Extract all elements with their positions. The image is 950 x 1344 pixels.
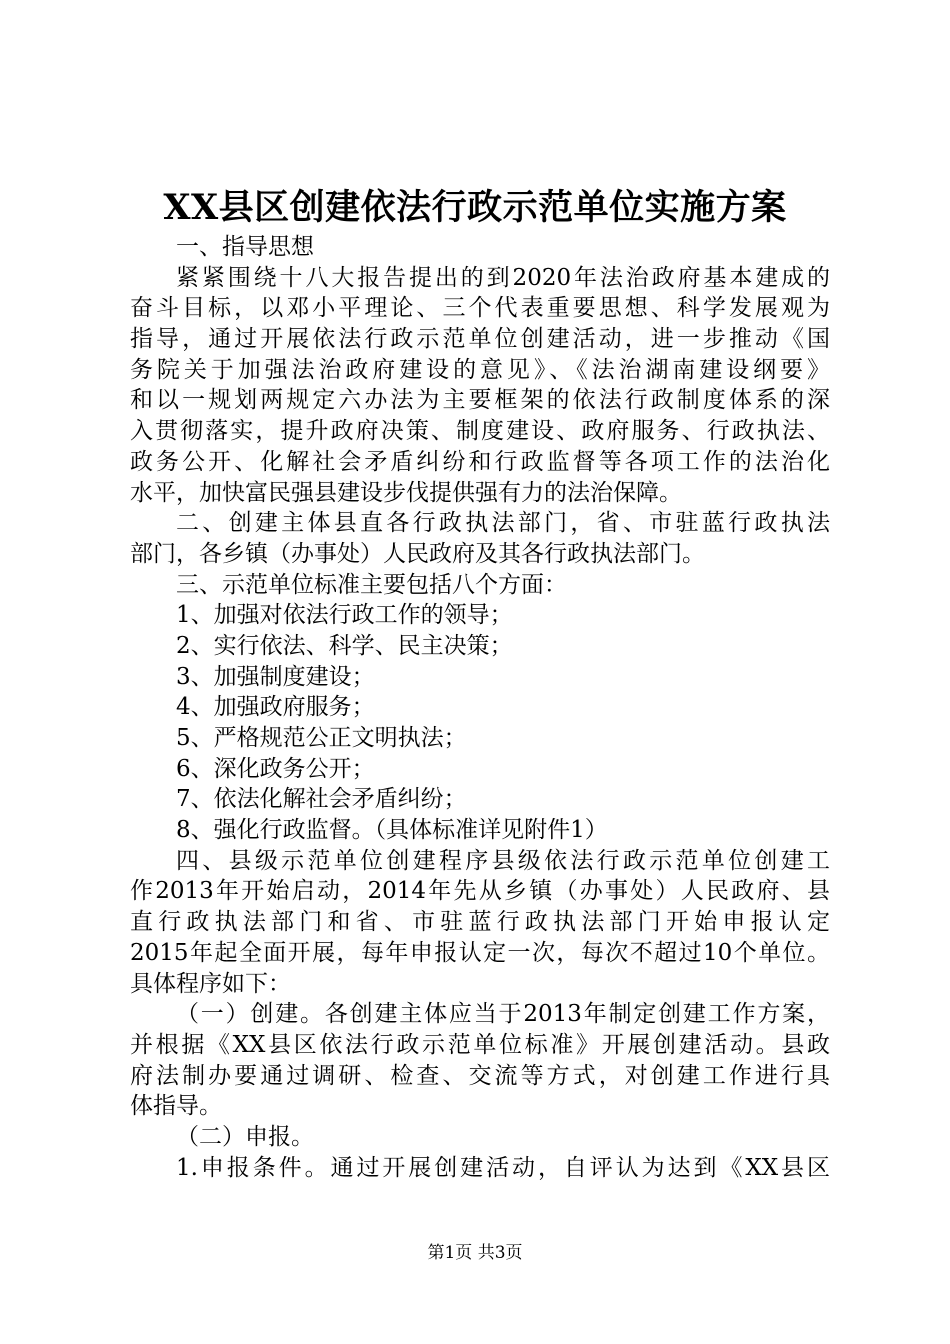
document-body [130, 232, 830, 1183]
text-line: 部门，各乡镇（办事处）人民政府及其各行政执法部门。 [130, 540, 705, 567]
text-line: 体指导。 [130, 1093, 222, 1120]
text-line: 和以一规划两规定六办法为主要框架的依法行政制度体系的深 [130, 387, 830, 414]
text-line: 务院关于加强法治政府建设的意见》、《法治湖南建设纲要》 [130, 356, 830, 383]
text-line: （二）申报。 [176, 1123, 314, 1150]
text-line: 8、强化行政监督。（具体标准详见附件1） [176, 817, 608, 844]
text-line: 指导，通过开展依法行政示范单位创建活动，进一步推动《国 [130, 326, 830, 353]
text-line: 2、实行依法、科学、民主决策； [176, 632, 513, 659]
text-line: 4、加强政府服务； [176, 694, 375, 721]
text-line: 并根据《XX县区依法行政示范单位标准》开展创建活动。县政 [130, 1031, 830, 1058]
text-line: 5、严格规范公正文明执法； [176, 725, 467, 751]
text-line: 二、创建主体县直各行政执法部门，省、市驻蓝行政执法 [176, 510, 830, 537]
text-line: 1、加强对依法行政工作的领导； [176, 602, 513, 629]
text-line: 2015年起全面开展，每年申报认定一次，每次不超过10个单位。 [130, 939, 830, 966]
text-line: 作2013年开始启动，2014年先从乡镇（办事处）人民政府、县 [130, 878, 830, 905]
text-line: 6、深化政务公开； [176, 755, 375, 782]
text-line: 具体程序如下： [130, 970, 291, 997]
text-line: 一、指导思想 [176, 234, 314, 260]
document-title: XX县区创建依法行政示范单位实施方案 [163, 187, 787, 228]
text-line: 奋斗目标，以邓小平理论、三个代表重要思想、科学发展观为 [130, 295, 830, 322]
text-line: 7、依法化解社会矛盾纠纷； [176, 786, 467, 813]
text-line: 政务公开、化解社会矛盾纠纷和行政监督等各项工作的法治化 [130, 448, 830, 475]
text-line: 府法制办要通过调研、检查、交流等方式，对创建工作进行具 [130, 1062, 830, 1089]
text-line: 入贯彻落实，提升政府决策、制度建设、政府服务、行政执法、 [130, 418, 830, 445]
text-line: 1.申报条件。通过开展创建活动，自评认为达到《XX县区 [176, 1154, 830, 1181]
text-line: 3、加强制度建设； [176, 663, 375, 690]
text-line: 水平，加快富民强县建设步伐提供强有力的法治保障。 [130, 479, 682, 506]
page-footer: 第1页 共3页 [427, 1243, 523, 1263]
text-line: 紧紧围绕十八大报告提出的到2020年法治政府基本建成的 [176, 264, 830, 291]
text-line: 三、示范单位标准主要包括八个方面： [176, 571, 567, 598]
text-line: 四、县级示范单位创建程序县级依法行政示范单位创建工 [176, 847, 830, 874]
text-line: （一）创建。各创建主体应当于2013年制定创建工作方案， [176, 1001, 830, 1028]
text-line: 直行政执法部门和省、市驻蓝行政执法部门开始申报认定 [130, 909, 830, 936]
